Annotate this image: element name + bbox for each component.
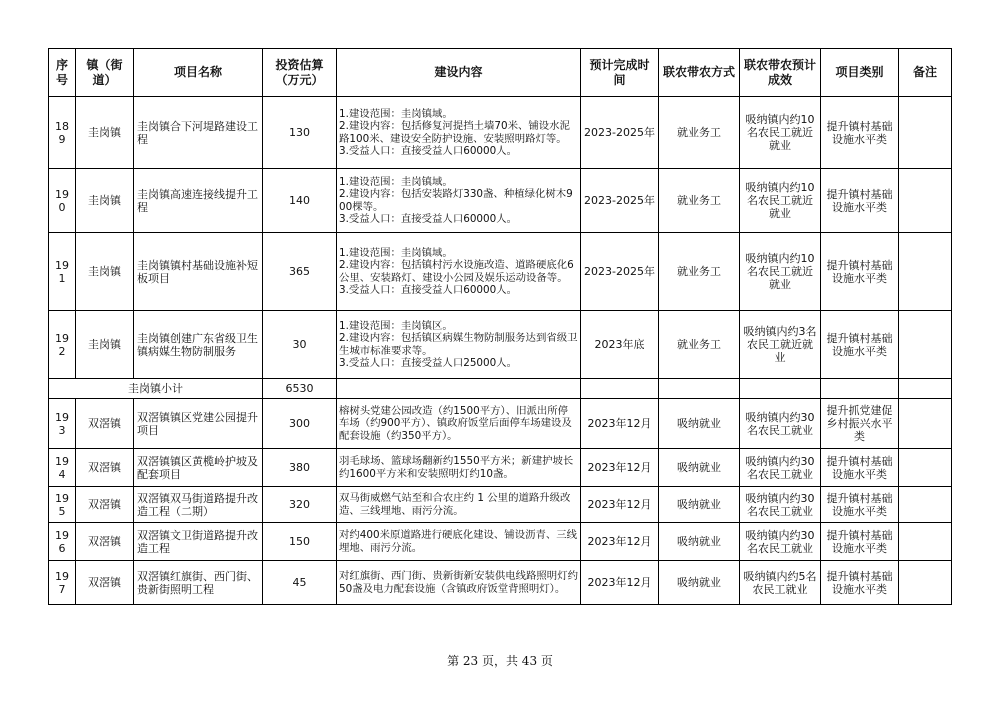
row-seq: 191 bbox=[49, 233, 76, 311]
row-completion: 2023年12月 bbox=[581, 487, 659, 523]
row-effect: 吸纳镇内约10名农民工就近就业 bbox=[740, 233, 821, 311]
row-remark bbox=[899, 97, 952, 169]
row-project-name: 圭岗镇高速连接线提升工程 bbox=[134, 169, 263, 233]
row-mode: 就业务工 bbox=[659, 311, 740, 379]
table-row bbox=[49, 487, 952, 523]
row-effect: 吸纳镇内约30名农民工就业 bbox=[740, 399, 821, 449]
row-investment: 300 bbox=[263, 399, 337, 449]
header-completion: 预计完成时间 bbox=[581, 49, 659, 97]
content-line: 对约400米原道路进行硬底化建设、铺设沥青、三线埋地、雨污分流。 bbox=[339, 529, 578, 554]
subtotal-empty-cell bbox=[581, 379, 659, 399]
row-remark bbox=[899, 169, 952, 233]
header-effect: 联农带农预计成效 bbox=[740, 49, 821, 97]
subtotal-empty-cell bbox=[899, 379, 952, 399]
row-remark bbox=[899, 311, 952, 379]
content-line: 3.受益人口：直接受益人口25000人。 bbox=[339, 357, 518, 369]
subtotal-empty-cell bbox=[337, 379, 581, 399]
row-town: 双滘镇 bbox=[76, 449, 134, 487]
table-row bbox=[49, 523, 952, 561]
row-content bbox=[337, 561, 581, 605]
row-seq: 196 bbox=[49, 523, 76, 561]
table-body bbox=[49, 97, 952, 605]
row-category: 提升镇村基础设施水平类 bbox=[821, 561, 899, 605]
row-town: 双滘镇 bbox=[76, 487, 134, 523]
content-line: 1.建设范围：圭岗镇域。 bbox=[339, 175, 453, 188]
row-mode: 就业务工 bbox=[659, 97, 740, 169]
row-town: 圭岗镇 bbox=[76, 169, 134, 233]
row-remark bbox=[899, 523, 952, 561]
row-investment: 320 bbox=[263, 487, 337, 523]
row-category: 提升镇村基础设施水平类 bbox=[821, 449, 899, 487]
header-town: 镇（街道） bbox=[76, 49, 134, 97]
row-town: 圭岗镇 bbox=[76, 311, 134, 379]
row-project-name: 双滘镇红旗街、西门街、贵新街照明工程 bbox=[134, 561, 263, 605]
row-remark bbox=[899, 561, 952, 605]
subtotal-empty-cell bbox=[659, 379, 740, 399]
row-investment: 130 bbox=[263, 97, 337, 169]
row-mode: 吸纳就业 bbox=[659, 561, 740, 605]
content-line: 双马街威燃气站至和合农庄约 1 公里的道路升级改造、三线埋地、雨污分流。 bbox=[339, 492, 571, 517]
row-completion: 2023年12月 bbox=[581, 399, 659, 449]
row-category: 提升镇村基础设施水平类 bbox=[821, 311, 899, 379]
row-category: 提升镇村基础设施水平类 bbox=[821, 523, 899, 561]
row-project-name: 圭岗镇创建广东省级卫生镇病媒生物防制服务 bbox=[134, 311, 263, 379]
subtotal-value: 6530 bbox=[263, 379, 337, 399]
row-project-name: 双滘镇双马街道路提升改造工程（二期） bbox=[134, 487, 263, 523]
row-category: 提升镇村基础设施水平类 bbox=[821, 169, 899, 233]
row-town: 双滘镇 bbox=[76, 523, 134, 561]
header-seq: 序号 bbox=[49, 49, 76, 97]
row-investment: 30 bbox=[263, 311, 337, 379]
row-completion: 2023-2025年 bbox=[581, 233, 659, 311]
row-investment: 365 bbox=[263, 233, 337, 311]
row-project-name: 圭岗镇镇村基础设施补短板项目 bbox=[134, 233, 263, 311]
row-content bbox=[337, 487, 581, 523]
row-remark bbox=[899, 449, 952, 487]
content-line: 2.建设内容：包括镇村污水设施改造、道路硬底化6公里、安装路灯、建设小公园及娱乐运动设备等。 bbox=[339, 259, 574, 284]
subtotal-empty-cell bbox=[740, 379, 821, 399]
row-seq: 190 bbox=[49, 169, 76, 233]
row-effect: 吸纳镇内约30名农民工就业 bbox=[740, 523, 821, 561]
content-line: 羽毛球场、篮球场翻新约1550平方米；新建护坡长约1600平方米和安装照明灯约10盏。 bbox=[339, 455, 574, 480]
content-line: 3.受益人口：直接受益人口60000人。 bbox=[339, 213, 518, 225]
row-project-name: 双滘镇镇区党建公园提升项目 bbox=[134, 399, 263, 449]
table-row bbox=[49, 97, 952, 169]
row-effect: 吸纳镇内约10名农民工就近就业 bbox=[740, 97, 821, 169]
row-investment: 150 bbox=[263, 523, 337, 561]
table-row bbox=[49, 561, 952, 605]
table-row bbox=[49, 233, 952, 311]
content-line: 1.建设范围：圭岗镇区。 bbox=[339, 319, 453, 332]
row-completion: 2023年12月 bbox=[581, 523, 659, 561]
row-content bbox=[337, 97, 581, 169]
row-mode: 吸纳就业 bbox=[659, 399, 740, 449]
row-content bbox=[337, 399, 581, 449]
row-completion: 2023年12月 bbox=[581, 561, 659, 605]
table-row bbox=[49, 169, 952, 233]
row-seq: 189 bbox=[49, 97, 76, 169]
row-project-name: 双滘镇文卫街道路提升改造工程 bbox=[134, 523, 263, 561]
row-completion: 2023-2025年 bbox=[581, 169, 659, 233]
row-mode: 就业务工 bbox=[659, 169, 740, 233]
row-remark bbox=[899, 487, 952, 523]
row-mode: 吸纳就业 bbox=[659, 449, 740, 487]
header-remark: 备注 bbox=[899, 49, 952, 97]
row-effect: 吸纳镇内约30名农民工就业 bbox=[740, 487, 821, 523]
subtotal-empty-cell bbox=[821, 379, 899, 399]
row-remark bbox=[899, 399, 952, 449]
row-town: 双滘镇 bbox=[76, 399, 134, 449]
row-town: 圭岗镇 bbox=[76, 97, 134, 169]
header-mode: 联农带农方式 bbox=[659, 49, 740, 97]
content-line: 2.建设内容：包括镇区病媒生物防制服务达到省级卫生城市标准要求等。 bbox=[339, 332, 578, 357]
row-content bbox=[337, 169, 581, 233]
row-investment: 140 bbox=[263, 169, 337, 233]
subtotal-row bbox=[49, 379, 952, 399]
row-investment: 380 bbox=[263, 449, 337, 487]
row-project-name: 双滘镇镇区黄榄岭护坡及配套项目 bbox=[134, 449, 263, 487]
row-category: 提升镇村基础设施水平类 bbox=[821, 233, 899, 311]
table-row bbox=[49, 399, 952, 449]
row-content bbox=[337, 311, 581, 379]
row-content bbox=[337, 523, 581, 561]
content-line: 1.建设范围：圭岗镇域。 bbox=[339, 107, 453, 120]
row-seq: 197 bbox=[49, 561, 76, 605]
row-seq: 195 bbox=[49, 487, 76, 523]
content-line: 3.受益人口：直接受益人口60000人。 bbox=[339, 284, 518, 296]
row-seq: 192 bbox=[49, 311, 76, 379]
content-line: 2.建设内容：包括安装路灯330盏、种植绿化树木900棵等。 bbox=[339, 188, 573, 213]
row-remark bbox=[899, 233, 952, 311]
row-completion: 2023年12月 bbox=[581, 449, 659, 487]
table-row bbox=[49, 311, 952, 379]
header-row bbox=[49, 49, 952, 97]
content-line: 3.受益人口：直接受益人口60000人。 bbox=[339, 145, 518, 157]
row-effect: 吸纳镇内约3名农民工就近就业 bbox=[740, 311, 821, 379]
header-project-name: 项目名称 bbox=[134, 49, 263, 97]
header-category: 项目类别 bbox=[821, 49, 899, 97]
row-content bbox=[337, 233, 581, 311]
header-content: 建设内容 bbox=[337, 49, 581, 97]
row-category: 提升镇村基础设施水平类 bbox=[821, 487, 899, 523]
row-mode: 就业务工 bbox=[659, 233, 740, 311]
row-mode: 吸纳就业 bbox=[659, 487, 740, 523]
page-footer: 第 23 页，共 43 页 bbox=[447, 654, 553, 668]
row-category: 提升抓党建促乡村振兴水平类 bbox=[821, 399, 899, 449]
row-effect: 吸纳镇内约30名农民工就业 bbox=[740, 449, 821, 487]
row-effect: 吸纳镇内约10名农民工就近就业 bbox=[740, 169, 821, 233]
table-row bbox=[49, 449, 952, 487]
row-seq: 193 bbox=[49, 399, 76, 449]
row-town: 双滘镇 bbox=[76, 561, 134, 605]
row-completion: 2023年底 bbox=[581, 311, 659, 379]
row-town: 圭岗镇 bbox=[76, 233, 134, 311]
row-content bbox=[337, 449, 581, 487]
content-line: 榕树头党建公园改造（约1500平方）、旧派出所停车场（约900平方）、镇政府饭堂后面停车场建设及配套设施（约350平方）。 bbox=[339, 404, 572, 442]
row-category: 提升镇村基础设施水平类 bbox=[821, 97, 899, 169]
row-completion: 2023-2025年 bbox=[581, 97, 659, 169]
content-line: 2.建设内容：包括修复河提挡土墙70米、铺设水泥路100米、建设安全防护设施、安装照明路灯等。 bbox=[339, 120, 570, 145]
header-investment: 投资估算（万元） bbox=[263, 49, 337, 97]
content-line: 对红旗街、西门街、贵新街新安装供电线路照明灯约50盏及电力配套设施（含镇政府饭堂背照明灯）。 bbox=[339, 570, 578, 595]
row-project-name: 圭岗镇合下河堤路建设工程 bbox=[134, 97, 263, 169]
row-effect: 吸纳镇内约5名农民工就业 bbox=[740, 561, 821, 605]
row-investment: 45 bbox=[263, 561, 337, 605]
row-mode: 吸纳就业 bbox=[659, 523, 740, 561]
row-seq: 194 bbox=[49, 449, 76, 487]
project-table bbox=[48, 48, 952, 605]
subtotal-label: 圭岗镇小计 bbox=[49, 379, 263, 399]
content-line: 1.建设范围：圭岗镇域。 bbox=[339, 246, 453, 259]
